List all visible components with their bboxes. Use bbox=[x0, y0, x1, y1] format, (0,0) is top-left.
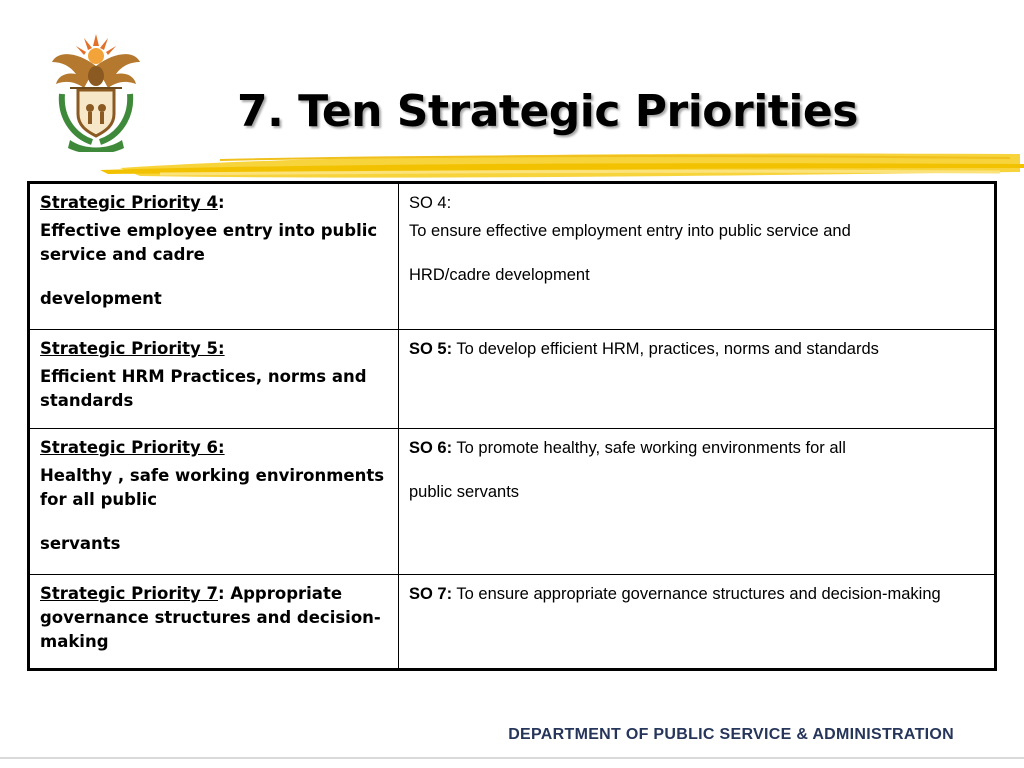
objective-cell bbox=[399, 574, 996, 669]
coat-of-arms-icon bbox=[48, 32, 144, 152]
table-row bbox=[29, 330, 996, 428]
objective-text: To ensure appropriate governance structures and decision-making bbox=[452, 584, 941, 603]
priority-text: development bbox=[40, 289, 162, 308]
slide-title: 7. Ten Strategic Priorities bbox=[237, 86, 858, 137]
priority-cell bbox=[29, 428, 399, 574]
objective-cell bbox=[399, 428, 996, 574]
objective-text: To promote healthy, safe working environments for all bbox=[452, 438, 846, 457]
priority-suffix: : bbox=[218, 193, 225, 212]
priority-label: Strategic Priority 7 bbox=[40, 583, 218, 603]
priority-text: Effective employee entry into public service and cadre bbox=[40, 221, 378, 264]
title-underline-brush bbox=[100, 146, 1024, 186]
objective-text: To ensure effective employment entry into public service and bbox=[409, 222, 851, 240]
table-row bbox=[29, 574, 996, 669]
priority-text: servants bbox=[40, 533, 121, 553]
priority-cell bbox=[29, 574, 399, 669]
priority-label: Strategic Priority 6: bbox=[40, 437, 225, 457]
priority-suffix: : Appropriate governance structures and decision-making bbox=[40, 583, 381, 651]
priority-text: Healthy , safe working environments for all public bbox=[40, 465, 385, 509]
objective-label: SO 6: bbox=[409, 438, 453, 457]
objective-text: public servants bbox=[409, 482, 520, 501]
objective-text: To develop efficient HRM, practices, norms and standards bbox=[452, 340, 879, 359]
priority-text: Efficient HRM Practices, norms and standards bbox=[40, 367, 367, 411]
priority-cell bbox=[29, 183, 399, 330]
objective-label: SO 4: bbox=[409, 194, 452, 212]
priority-label: Strategic Priority 5: bbox=[40, 339, 225, 359]
priority-cell bbox=[29, 330, 399, 428]
table-row bbox=[29, 428, 996, 574]
objective-label: SO 7: bbox=[409, 584, 453, 603]
priority-label: Strategic Priority 4 bbox=[40, 193, 218, 212]
objective-text: HRD/cadre development bbox=[409, 266, 590, 284]
objective-label: SO 5: bbox=[409, 340, 453, 359]
objective-cell bbox=[399, 183, 996, 330]
footer-department-name: DEPARTMENT OF PUBLIC SERVICE & ADMINISTRATION bbox=[508, 726, 954, 743]
objective-cell bbox=[399, 330, 996, 428]
table-row bbox=[29, 183, 996, 330]
strategic-priorities-table bbox=[27, 181, 997, 671]
footer-divider bbox=[0, 757, 1024, 759]
